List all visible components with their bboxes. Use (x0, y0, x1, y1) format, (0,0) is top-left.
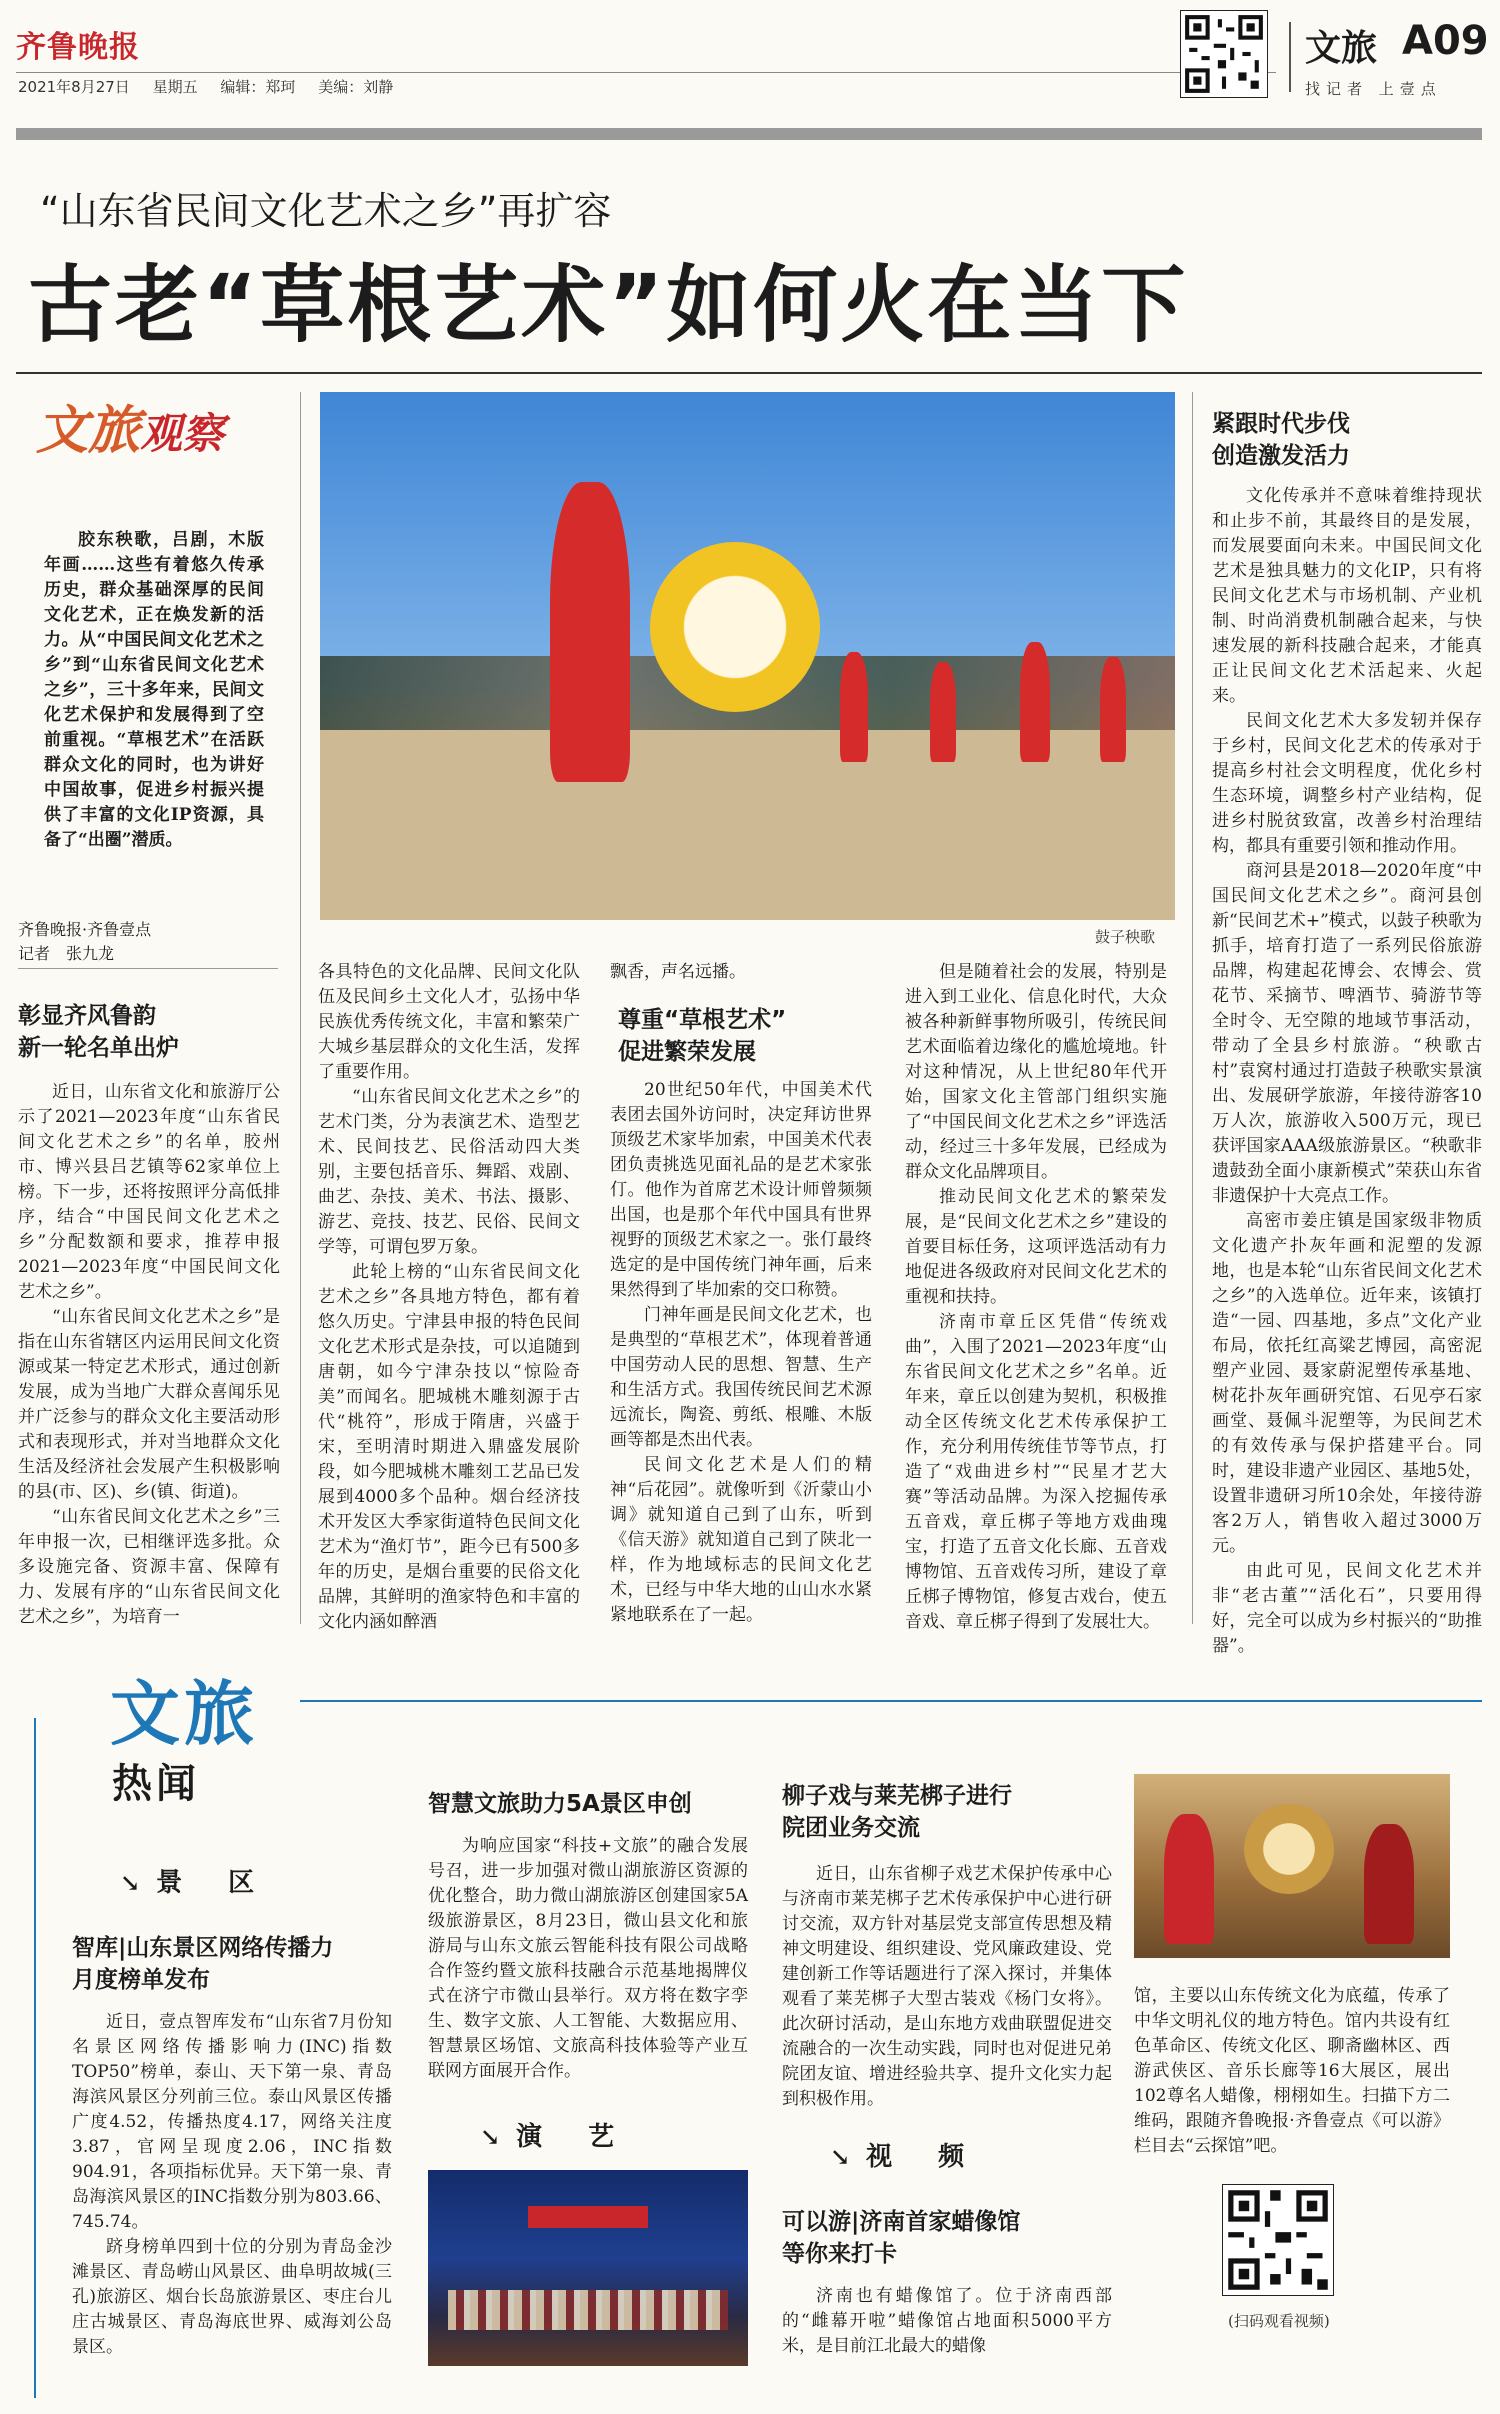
column-divider (1192, 392, 1193, 1624)
wax-museum-photo (1134, 1774, 1450, 1958)
category-performance-label: 演 艺 (516, 2122, 625, 2152)
masthead-rule (16, 72, 1276, 73)
logo-text-a: 文旅 (36, 401, 141, 461)
issue-weekday: 星期五 (152, 78, 198, 96)
video-qr-code[interactable] (1222, 2184, 1334, 2296)
story-3-paragraph: 近日，山东省柳子戏艺术保护传承中心与济南市莱芜梆子艺术传承保护中心进行研讨交流，双方针对基层党支部宣传思想及精神文明建设、组织建设、党风廉政建设、党建创新工作等话题进行了深入探讨，并集体观看了莱芜梆子大型古装戏《杨门女将》。此次研讨活动，是山东地方戏曲联盟促进交流融合的一次生动实践，同时也对促进兄弟院团友谊、增进经验共享、提升文化实力起到积极作用。 (782, 1864, 1112, 2109)
editor-credit: 编辑：郑珂 (220, 78, 296, 96)
category-scenic (120, 1862, 264, 1899)
masthead-qr-code[interactable] (1180, 10, 1268, 98)
wax-decor (1244, 1804, 1334, 1894)
col3-paragraph: 20世纪50年代，中国美术代表团去国外访问时，决定拜访世界顶级艺术家毕加索，中国美术代表团负责挑选见面礼品的是艺术家张仃。他作为首席艺术设计师曾频频出国，也是那个年代中国具有世界视野的顶级艺术家之一。张仃最终选定的是中国传统门神年画，后来果然得到了毕加索的交口称赞。 (610, 1080, 872, 1300)
story-2-title: 智慧文旅助力5A景区申创 (428, 1791, 692, 1817)
story-1-body (72, 2010, 392, 2360)
hot-section-top-border (300, 1700, 1482, 1702)
story-2-paragraph: 为响应国家“科技+文旅”的融合发展号召，进一步加强对微山湖旅游区资源的优化整合，助力微山湖旅游区创建国家5A级旅游景区，8月23日，微山县文化和旅游局与山东文旅云智能科技有限公司战略合作签约暨文旅科技融合示范基地揭牌仪式在济宁市微山县举行。双方将在数字孪生、数字文旅、人工智能、大数据应用、智慧景区场馆、文旅高科技体验等产业互联网方面展开合作。 (428, 1836, 748, 2081)
section-name: 文旅 (1305, 28, 1378, 69)
story-4-paragraph: 济南也有蜡像馆了。位于济南西部的“雌幕开啦”蜡像馆占地面积5000平方米，是目前江北最大的蜡像 (782, 2286, 1112, 2356)
story-4-title: 可以游|济南首家蜡像馆 等你来打卡 (782, 2209, 1021, 2267)
logo-text-b: 观察 (140, 409, 225, 458)
paper-logo: 齐鲁晚报 (16, 30, 140, 65)
column-3-body (610, 1078, 872, 1628)
wax-figure-2 (1364, 1824, 1414, 1944)
hot-news-logo: 文旅 (110, 1673, 258, 1755)
story-2-body (428, 1834, 748, 2084)
col3-paragraph: 飘香，声名远播。 (610, 962, 746, 982)
photo-drum (650, 542, 820, 712)
byline-reporter: 记者 张九龙 (18, 944, 115, 963)
story-4-body (782, 2284, 1112, 2359)
col4-paragraph: 推动民间文化艺术的繁荣发展，是“民间文化艺术之乡”建设的首要目标任务，这项评选活动有力地促进各级政府对民间文化艺术的重视和扶持。 (905, 1187, 1167, 1307)
issue-date: 2021年8月27日 (18, 78, 130, 96)
col3-paragraph: 民间文化艺术是人们的精神“后花园”。就像听到《沂蒙山小调》就知道自己到了山东，听到《信天游》就知道自己到了陕北一样，作为地域标志的民间文化艺术，已经与中华大地的山山水水紧紧地联系在了一起。 (610, 1455, 872, 1625)
col4-paragraph: 但是随着社会的发展，特别是进入到工业化、信息化时代，大众被各种新鲜事物所吸引，传统民间艺术面临着边缘化的尴尬境地。针对这种情况，从上世纪80年代开始，国家文化主管部门组织实施了“中国民间文化艺术之乡”评选活动，经过三十多年发展，已经成为群众文化品牌项目。 (905, 962, 1167, 1182)
col2-paragraph: 各具特色的文化品牌、民间文化队伍及民间乡土文化人才，弘扬中华民族优秀传统文化，丰富和繁荣广大城乡基层群众的文化生活，发挥了重要作用。 (318, 962, 580, 1082)
main-photo-drum-dance (320, 392, 1175, 920)
lead-text: 胶东秧歌，吕剧，木版年画……这些有着悠久传承历史，群众基础深厚的民间文化艺术，正在焕发新的活力。从“中国民间文化艺术之乡”到“山东省民间文化艺术之乡”，三十多年来，民间文化艺术保护和发展得到了空前重视。“草根艺术”在活跃群众文化的同时，也为讲好中国故事，促进乡村振兴提供了丰富的文化IP资源，具备了“出圈”潜质。 (44, 530, 264, 850)
lead-paragraph (44, 528, 264, 853)
byline-outlet: 齐鲁晚报·齐鲁壹点 (18, 920, 152, 939)
col5-paragraph: 民间文化艺术大多发轫并保存于乡村，民间文化艺术的传承对于提高乡村社会文明程度，优化乡村生态环境，调整乡村产业结构，促进乡村脱贫致富，改善乡村治理结构，都具有重要引领和推动作用。 (1212, 711, 1482, 856)
contact-slogan: 找记者 上壹点 (1305, 80, 1442, 98)
page-number: A09 (1402, 18, 1489, 64)
column-2 (318, 960, 580, 1635)
category-video (830, 2136, 974, 2173)
col5-paragraph: 高密市姜庄镇是国家级非物质文化遗产扑灰年画和泥塑的发源地，也是本轮“山东省民间文化艺术之乡”的入选单位。近年来，该镇打造“一园、四基地，多点”文化产业布局，依托红高粱艺博园，高密泥塑产业园、聂家蔚泥塑传承基地、树花扑灰年画研究馆、石见亭石家画堂、聂佩斗泥塑等，为民间艺术的有效传承与保护搭建平台。同时，建设非遗产业园区、基地5处，设置非遗研习所10余处，年接待游客2万人，销售收入超过3000万元。 (1212, 1211, 1482, 1556)
photo-dancer-bg-3 (1020, 642, 1050, 762)
col4-paragraph: 济南市章丘区凭借“传统戏曲”，入围了2021—2023年度“山东省民间文化艺术之乡”名单。近年来，章丘以创建为契机，积极推动全区传统文化艺术传承保护工作，充分利用传统佳节等节点，打造了“戏曲进乡村”“民星才艺大赛”等活动品牌。为深入挖掘传承五音戏，章丘梆子等地方戏曲瑰宝，打造了五音文化长廊、五音戏博物馆、五音戏传习所，建设了章丘梆子博物馆，修复古戏台，使五音戏、章丘梆子得到了发展壮大。 (905, 1312, 1167, 1632)
qr-caption: (扫码观看视频) (1228, 2312, 1330, 2330)
col2-paragraph: 此轮上榜的“山东省民间文化艺术之乡”各具地方特色，都有着悠久历史。宁津县申报的特色民间文化艺术形式是杂技，可以追随到唐朝，如今宁津杂技以“惊险奇美”而闻名。肥城桃木雕刻源于古代“桃符”，形成于隋唐，兴盛于宋，至明清时期进入鼎盛发展阶段，如今肥城桃木雕刻工艺品已发展到4000多个品种。烟台经济技术开发区大季家街道特色民间文化艺术为“渔灯节”，距今已有500多年的历史，是烟台重要的民俗文化品牌，其鲜明的渔家特色和丰富的文化内涵如醉酒 (318, 1262, 580, 1632)
hot-news-sublogo: 热闻 (112, 1761, 200, 1807)
col5-paragraph: 文化传承并不意味着维持现状和止步不前，其最终目的是发展，而发展要面向未来。中国民间文化艺术是独具魅力的文化IP，只有将民间文化艺术与市场机制、产业机制、时尚消费机制融合起来，与快速发展的新科技融合起来，才能真正让民间文化艺术活起来、火起来。 (1212, 486, 1482, 706)
story-3-body (782, 1862, 1112, 2112)
column-1 (18, 1080, 280, 1630)
category-performance (480, 2116, 624, 2153)
col1-paragraph: “山东省民间文化艺术之乡”三年申报一次，已相继评选多批。众多设施完备、资源丰富、保障有力、发展有序的“山东省民间文化艺术之乡”，为培育一 (18, 1507, 280, 1627)
masthead-divider (1289, 22, 1291, 92)
headline: 古老“草根艺术”如何火在当下 (28, 256, 1189, 354)
subhead-1: 彰显齐风鲁韵 新一轮名单出炉 (18, 1003, 179, 1061)
col3-paragraph: 门神年画是民间文化艺术，也是典型的“草根艺术”，体现着普通中国劳动人民的思想、智慧、生产和生活方式。我国传统民间艺术源远流长，陶瓷、剪纸、根雕、木版画等都是杰出代表。 (610, 1305, 872, 1450)
designer-credit: 美编：刘静 (318, 78, 394, 96)
photo-dancer-bg-4 (1100, 657, 1126, 762)
story-4-paragraph: 馆，主要以山东传统文化为底蕴，传承了中华文明礼仪的地方特色。馆内共设有红色革命区、传统文化区、聊斋幽林区、西游武侠区、音乐长廊等16大展区，展出102尊名人蜡像，栩栩如生。扫描下方二维码，跟随齐鲁晚报·齐鲁壹点《可以游》栏目去“云探馆”吧。 (1134, 1986, 1450, 2156)
stage-performance-photo (428, 2170, 748, 2366)
photo-dancer (550, 482, 630, 782)
story-4-body-cont (1134, 1984, 1450, 2159)
photo-caption: 鼓子秧歌 (1095, 928, 1156, 946)
story-1-paragraph: 近日，壹点智库发布“山东省7月份知名景区网络传播影响力(INC)指数TOP50”榜单，泰山、天下第一泉、青岛海滨风景区分列前三位。泰山风景区传播广度4.52，传播热度4.17，网络关注度3.87，官网呈现度2.06，INC指数904.91，各项指标优异。天下第一泉、青岛海滨风景区的INC指数分别为803.66、745.74。 (72, 2012, 392, 2232)
col1-paragraph: 近日，山东省文化和旅游厅公示了2021—2023年度“山东省民间文化艺术之乡”的名单，胶州市、博兴县吕艺镇等62家单位上榜。下一步，还将按照评分高低排序，结合“中国民间文化艺术之乡”分配数额和要求，推荐申报2021—2023年度“中国民间文化艺术之乡”。 (18, 1082, 280, 1302)
column-3 (610, 960, 872, 985)
col5-paragraph: 商河县是2018—2020年度“中国民间文化艺术之乡”。商河县创新“民间艺术+”模式，以鼓子秧歌为抓手，培育打造了一系列民俗旅游品牌，构建起花博会、农博会、赏花节、采摘节、啤酒节、骑游节等全时令、无空隙的地域节事活动，带动了全县乡村旅游。“秧歌古村”袁窝村通过打造鼓子秧歌实景演出、发展研学旅游，年接待游客10万人次，旅游收入500万元，现已获评国家AAA级旅游景区。“秧歌非遗鼓劲全面小康新模式”荣获山东省非遗保护十大亮点工作。 (1212, 861, 1482, 1206)
story-1-title: 智库|山东景区网络传播力 月度榜单发布 (72, 1935, 334, 1993)
headline-rule (16, 372, 1482, 374)
column-5 (1212, 484, 1482, 1659)
column-4 (905, 960, 1167, 1635)
top-grey-bar (16, 128, 1482, 140)
subhead-3: 紧跟时代步伐 创造激发活力 (1212, 411, 1350, 469)
category-arrow-icon: ↘ (830, 2142, 861, 2171)
category-scenic-label: 景 区 (156, 1868, 265, 1898)
photo-dancer-bg-2 (930, 662, 956, 762)
story-1-paragraph: 跻身榜单四到十位的分别为青岛金沙滩景区、青岛崂山风景区、曲阜明故城(三孔)旅游区、烟台长岛旅游景区、枣庄台儿庄古城景区、青岛海底世界、威海刘公岛景区。 (72, 2237, 392, 2357)
issue-meta (18, 76, 411, 97)
kicker: “山东省民间文化艺术之乡”再扩容 (40, 189, 612, 233)
stage-performers (448, 2290, 728, 2330)
byline-rule (18, 968, 278, 969)
category-video-label: 视 频 (866, 2142, 975, 2172)
category-arrow-icon: ↘ (120, 1868, 151, 1897)
col5-paragraph: 由此可见，民间文化艺术并非“老古董”“活化石”，只要用得好，完全可以成为乡村振兴的“助推器”。 (1212, 1561, 1482, 1656)
subhead-2: 尊重“草根艺术” 促进繁荣发展 (618, 1007, 787, 1065)
stage-banner (528, 2206, 648, 2228)
story-3-title: 柳子戏与莱芜梆子进行 院团业务交流 (782, 1783, 1012, 1841)
byline (18, 918, 151, 966)
wax-figure-1 (1164, 1814, 1214, 1944)
column-divider (300, 392, 301, 1624)
wenlv-observe-logo (36, 388, 224, 463)
photo-dancer-bg-1 (840, 652, 868, 762)
col2-paragraph: “山东省民间文化艺术之乡”的艺术门类，分为表演艺术、造型艺术、民间技艺、民俗活动四大类别，主要包括音乐、舞蹈、戏剧、曲艺、杂技、美术、书法、摄影、游艺、竞技、技艺、民俗、民间文学等，可谓包罗万象。 (318, 1087, 580, 1257)
hot-section-left-border (34, 1718, 36, 2398)
col1-paragraph: “山东省民间文化艺术之乡”是指在山东省辖区内运用民间文化资源或某一特定艺术形式，通过创新发展，成为当地广大群众喜闻乐见并广泛参与的群众文化主要活动形式和表现形式，并对当地群众文化生活及经济社会发展产生积极影响的县(市、区)、乡(镇、街道)。 (18, 1307, 280, 1502)
category-arrow-icon: ↘ (480, 2122, 511, 2151)
